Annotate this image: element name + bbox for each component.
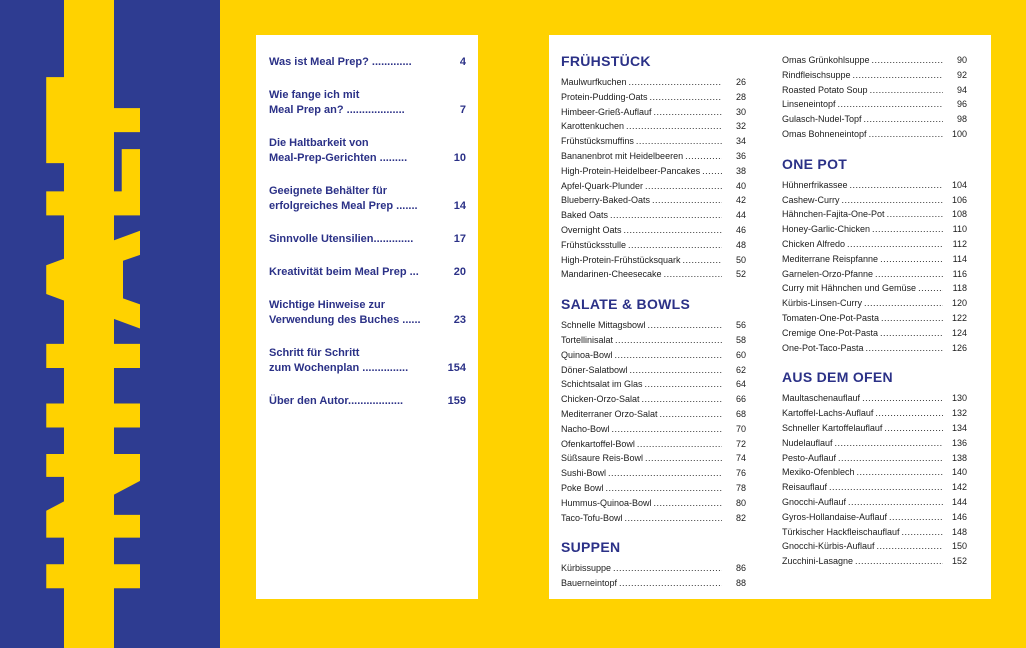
recipe-entry[interactable] (561, 193, 746, 208)
recipe-page: 120 (951, 298, 967, 309)
recipe-title: Karottenkuchen (561, 121, 625, 132)
recipe-page: 100 (951, 128, 967, 139)
recipe-entry[interactable] (782, 421, 967, 436)
recipe-entry[interactable] (561, 392, 746, 407)
recipe-title: Curry mit Hähnchen und Gemüse (782, 283, 917, 294)
dot-leader (630, 363, 722, 378)
recipe-page: 60 (735, 349, 746, 360)
recipe-page: 152 (951, 556, 967, 567)
recipe-page: 140 (951, 467, 967, 478)
dot-leader (648, 318, 722, 333)
dot-leader (628, 238, 722, 253)
dot-leader (918, 281, 943, 296)
recipe-entry[interactable] (561, 576, 746, 591)
dot-leader (857, 465, 943, 480)
recipe-title: Ofenkartoffel-Bowl (561, 438, 635, 449)
dot-leader (613, 561, 722, 576)
section-title: SALATE & BOWLS (561, 296, 691, 313)
dot-leader (645, 179, 722, 194)
recipe-entry[interactable] (561, 496, 746, 511)
recipe-entry[interactable] (782, 53, 967, 68)
dot-leader (636, 134, 722, 149)
recipe-title: Honey-Garlic-Chicken (782, 224, 871, 235)
recipe-page: 112 (952, 238, 967, 249)
dot-leader (887, 207, 943, 222)
entry-title: Über den Autor.................. (269, 395, 404, 407)
recipe-entry[interactable] (561, 377, 746, 392)
recipe-title: Omas Grünkohlsuppe (782, 55, 870, 65)
recipe-page: 62 (735, 364, 746, 375)
recipe-page: 82 (735, 512, 746, 523)
recipe-page: 96 (956, 99, 967, 110)
recipe-page: 66 (735, 394, 746, 405)
recipe-entry[interactable] (782, 326, 967, 341)
recipe-page: 58 (735, 334, 746, 345)
intro-entry[interactable] (269, 394, 466, 409)
recipe-title: Gyros-Hollandaise-Auflauf (782, 511, 888, 522)
vertical-title: INHALT (22, 73, 171, 600)
recipe-title: Schichtsalat im Glas (561, 379, 643, 390)
recipe-page: 48 (735, 239, 746, 250)
dot-leader (848, 495, 943, 510)
dot-leader (645, 377, 722, 392)
recipe-title: Cremige One-Pot-Pasta (782, 327, 879, 338)
recipe-entry[interactable] (782, 178, 967, 193)
recipe-page: 90 (956, 55, 967, 65)
section-salate (561, 296, 746, 525)
section-title: SUPPEN (561, 539, 621, 556)
entry-page: 20 (453, 266, 466, 278)
recipe-page: 118 (952, 283, 967, 294)
recipe-title: Roasted Potato Soup (782, 84, 868, 95)
recipe-page: 126 (951, 342, 967, 353)
entry-page: 14 (453, 200, 466, 212)
recipe-title: Cashew-Curry (782, 194, 840, 205)
entry-title: Sinnvolle Utensilien............. (269, 233, 414, 245)
dot-leader (625, 511, 722, 526)
recipe-title: Frühstücksstulle (561, 239, 627, 250)
recipe-entry[interactable] (782, 525, 967, 540)
dot-leader (650, 90, 722, 105)
dot-leader (862, 391, 943, 406)
recipe-entry[interactable] (782, 465, 967, 480)
section-rows (782, 53, 967, 142)
recipe-title: Maulwurfkuchen (561, 77, 627, 87)
dot-leader (881, 311, 943, 326)
dot-leader (702, 164, 722, 179)
recipe-entry[interactable] (561, 561, 746, 576)
recipe-page: 98 (956, 114, 967, 125)
recipe-page: 130 (951, 393, 967, 404)
recipe-title: Hühnerfrikassee (782, 179, 848, 190)
recipe-title: Gnocchi-Auflauf (782, 496, 847, 507)
recipe-title: Döner-Salatbowl (561, 364, 628, 375)
recipe-page: 94 (956, 84, 967, 95)
dot-leader (629, 75, 722, 90)
recipe-page: 134 (951, 422, 967, 433)
recipe-page: 44 (735, 210, 746, 221)
recipe-title: Schneller Kartoffelauflauf (782, 422, 883, 433)
dot-leader (880, 326, 943, 341)
dot-leader (838, 451, 943, 466)
dot-leader (610, 208, 722, 223)
recipe-page: 42 (735, 195, 746, 206)
dot-leader (664, 267, 722, 282)
recipe-page: 28 (735, 91, 746, 102)
recipe-entry[interactable] (561, 208, 746, 223)
recipe-title: Himbeer-Grieß-Auflauf (561, 106, 652, 117)
recipe-title: Baked Oats (561, 210, 609, 221)
recipe-entry[interactable] (561, 481, 746, 496)
recipe-page: 46 (735, 224, 746, 235)
dot-leader (626, 119, 722, 134)
recipe-title: Schnelle Mittagsbowl (561, 320, 646, 331)
entry-title: Wie fange ich mit Meal Prep an? ................... (269, 89, 405, 116)
intro-entry[interactable] (269, 232, 466, 247)
entry-page: 23 (453, 314, 466, 326)
section-rows (561, 561, 746, 591)
recipe-page: 138 (951, 452, 967, 463)
recipe-entry[interactable] (782, 267, 967, 282)
recipe-title: Bauerneintopf (561, 578, 618, 589)
recipe-entry[interactable] (561, 267, 746, 282)
section-suppen (561, 539, 746, 591)
dot-leader (683, 253, 722, 268)
dot-leader (889, 510, 943, 525)
recipe-title: Hähnchen-Fajita-One-Pot (782, 209, 885, 220)
recipe-page: 122 (951, 312, 967, 323)
entry-title: Was ist Meal Prep? ............. (269, 56, 412, 68)
section-rows (782, 178, 967, 356)
recipe-page: 106 (951, 194, 967, 205)
recipe-entry[interactable] (782, 480, 967, 495)
recipe-entry[interactable] (561, 253, 746, 268)
recipe-title: Sushi-Bowl (561, 468, 607, 479)
recipe-title: Gnocchi-Kürbis-Auflauf (782, 541, 875, 552)
dot-leader (877, 539, 943, 554)
recipe-entry[interactable] (782, 554, 967, 569)
recipe-page: 142 (951, 482, 967, 493)
recipe-title: Nudelauflauf (782, 437, 833, 448)
recipe-page: 78 (735, 482, 746, 493)
recipe-page: 70 (735, 423, 746, 434)
recipe-title: Maultaschenauflauf (782, 393, 861, 404)
recipe-page: 110 (952, 224, 967, 235)
entry-page: 10 (453, 152, 466, 164)
recipe-title: Bananenbrot mit Heidelbeeren (561, 150, 684, 161)
section-title: AUS DEM OFEN (782, 369, 893, 386)
entry-page: 4 (459, 56, 466, 68)
recipe-entry[interactable] (782, 237, 967, 252)
recipe-entry[interactable] (561, 238, 746, 253)
recipe-page: 86 (735, 563, 746, 574)
recipe-page: 68 (735, 408, 746, 419)
recipe-entry[interactable] (782, 341, 967, 356)
recipe-page: 52 (735, 269, 746, 280)
recipe-page: 104 (951, 179, 967, 190)
dot-leader (612, 422, 722, 437)
recipe-title: Rindfleischsuppe (782, 69, 851, 80)
recipe-title: Omas Bohneneintopf (782, 128, 867, 139)
recipe-page: 80 (735, 497, 746, 508)
section-one-pot (782, 156, 967, 356)
recipe-entry[interactable] (782, 539, 967, 554)
recipe-entry[interactable] (782, 451, 967, 466)
dot-leader (654, 496, 722, 511)
recipe-page: 64 (735, 379, 746, 390)
recipe-page: 32 (735, 121, 746, 132)
recipe-page: 76 (735, 468, 746, 479)
recipe-page: 150 (951, 541, 967, 552)
recipe-page: 116 (952, 268, 967, 279)
recipe-page: 72 (735, 438, 746, 449)
recipe-title: Pesto-Auflauf (782, 452, 837, 463)
recipe-title: Apfel-Quark-Plunder (561, 180, 644, 191)
recipe-contents-card (549, 35, 991, 599)
entry-page: 7 (459, 104, 466, 116)
dot-leader (864, 112, 943, 127)
dot-leader (875, 406, 943, 421)
dot-leader (642, 392, 722, 407)
recipe-title: Protein-Pudding-Oats (561, 91, 648, 102)
intro-entry-list (269, 55, 466, 427)
recipe-entry[interactable] (782, 252, 967, 267)
recipe-title: Mexiko-Ofenblech (782, 467, 855, 478)
recipe-entry[interactable] (561, 105, 746, 120)
recipe-entry[interactable] (561, 437, 746, 452)
recipe-entry[interactable] (782, 406, 967, 421)
recipe-title: Gulasch-Nudel-Topf (782, 114, 862, 125)
recipe-page: 74 (735, 453, 746, 464)
recipe-page: 26 (735, 77, 746, 87)
recipe-entry[interactable] (782, 207, 967, 222)
contents-column-2 (782, 53, 967, 583)
recipe-title: Quinoa-Bowl (561, 349, 613, 360)
recipe-entry[interactable] (561, 451, 746, 466)
recipe-title: Türkischer Hackfleischauflauf (782, 526, 900, 537)
dot-leader (838, 97, 943, 112)
recipe-entry[interactable] (561, 75, 746, 90)
contents-column-1 (561, 53, 746, 605)
recipe-title: One-Pot-Taco-Pasta (782, 342, 864, 353)
recipe-entry[interactable] (561, 422, 746, 437)
section-ofen (782, 369, 967, 569)
recipe-title: Nacho-Bowl (561, 423, 610, 434)
dot-leader (835, 436, 943, 451)
recipe-entry[interactable] (561, 90, 746, 105)
dot-leader (902, 525, 943, 540)
dot-leader (660, 407, 722, 422)
dot-leader (615, 348, 722, 363)
recipe-entry[interactable] (561, 223, 746, 238)
section-title: ONE POT (782, 155, 848, 172)
dot-leader (880, 252, 943, 267)
dot-leader (855, 554, 943, 569)
dot-leader (637, 437, 722, 452)
recipe-title: Hummus-Quinoa-Bowl (561, 497, 652, 508)
entry-page: 17 (453, 233, 466, 245)
recipe-entry[interactable] (561, 149, 746, 164)
recipe-page: 124 (951, 327, 967, 338)
recipe-page: 144 (951, 496, 967, 507)
dot-leader (606, 481, 722, 496)
recipe-page: 108 (951, 209, 967, 220)
recipe-page: 30 (735, 106, 746, 117)
entry-title: Die Haltbarkeit von Meal-Prep-Gerichten ......... (269, 137, 408, 164)
recipe-page: 136 (951, 437, 967, 448)
section-suppen-cont (782, 53, 967, 142)
recipe-page: 34 (735, 136, 746, 147)
section-title: FRÜHSTÜCK (561, 53, 651, 69)
recipe-entry[interactable] (782, 83, 967, 98)
dot-leader (608, 466, 722, 481)
section-rows (561, 318, 746, 525)
recipe-title: Chicken-Orzo-Salat (561, 394, 640, 405)
recipe-page: 56 (735, 320, 746, 331)
recipe-entry[interactable] (561, 348, 746, 363)
recipe-entry[interactable] (782, 68, 967, 83)
recipe-entry[interactable] (782, 495, 967, 510)
dot-leader (853, 68, 943, 83)
recipe-entry[interactable] (782, 296, 967, 311)
recipe-title: Garnelen-Orzo-Pfanne (782, 268, 874, 279)
recipe-title: Reisauflauf (782, 482, 828, 493)
recipe-entry[interactable] (782, 193, 967, 208)
entry-page: 154 (447, 362, 466, 374)
dot-leader (654, 105, 722, 120)
recipe-title: Poke Bowl (561, 482, 604, 493)
recipe-title: Linseneintopf (782, 99, 836, 110)
recipe-page: 132 (951, 408, 967, 419)
recipe-entry[interactable] (782, 510, 967, 525)
recipe-title: Kürbis-Linsen-Curry (782, 298, 863, 309)
recipe-title: Kartoffel-Lachs-Auflauf (782, 408, 874, 419)
recipe-page: 146 (951, 511, 967, 522)
recipe-entry[interactable] (561, 119, 746, 134)
dot-leader (685, 149, 722, 164)
recipe-page: 114 (952, 253, 967, 264)
recipe-title: Frühstücksmuffins (561, 136, 634, 147)
dot-leader (875, 267, 943, 282)
intro-entry[interactable] (269, 88, 466, 118)
recipe-title: Mandarinen-Cheesecake (561, 269, 662, 280)
recipe-title: Blueberry-Baked-Oats (561, 195, 651, 206)
section-rows (782, 391, 967, 569)
intro-entry[interactable] (269, 136, 466, 166)
section-fruehstueck (561, 53, 746, 282)
recipe-entry[interactable] (561, 318, 746, 333)
recipe-page: 40 (735, 180, 746, 191)
recipe-page: 92 (956, 69, 967, 80)
recipe-title: High-Protein-Frühstücksquark (561, 254, 681, 265)
entry-title: Geeignete Behälter für erfolgreiches Meal Prep ....... (269, 185, 418, 212)
dot-leader (645, 451, 722, 466)
recipe-entry[interactable] (561, 407, 746, 422)
recipe-entry[interactable] (782, 281, 967, 296)
dot-leader (842, 193, 943, 208)
dot-leader (624, 223, 722, 238)
recipe-page: 148 (951, 526, 967, 537)
recipe-entry[interactable] (561, 363, 746, 378)
recipe-page: 36 (735, 150, 746, 161)
recipe-entry[interactable] (782, 127, 967, 142)
intro-contents-card (256, 35, 478, 599)
recipe-page: 50 (735, 254, 746, 265)
recipe-page: 38 (735, 165, 746, 176)
recipe-entry[interactable] (561, 164, 746, 179)
dot-leader (829, 480, 943, 495)
recipe-title: Chicken Alfredo (782, 238, 846, 249)
recipe-entry[interactable] (782, 436, 967, 451)
recipe-entry[interactable] (782, 391, 967, 406)
recipe-entry[interactable] (561, 179, 746, 194)
dot-leader (864, 296, 943, 311)
recipe-entry[interactable] (561, 134, 746, 149)
recipe-title: Taco-Tofu-Bowl (561, 512, 623, 523)
recipe-entry[interactable] (782, 112, 967, 127)
intro-entry[interactable] (269, 184, 466, 214)
entry-title: Wichtige Hinweise zur Verwendung des Buches ...... (269, 299, 421, 326)
intro-entry[interactable] (269, 346, 466, 376)
dot-leader (652, 193, 722, 208)
dot-leader (615, 333, 722, 348)
recipe-entry[interactable] (782, 311, 967, 326)
recipe-title: High-Protein-Heidelbeer-Pancakes (561, 165, 701, 176)
dot-leader (847, 237, 943, 252)
intro-entry[interactable] (269, 298, 466, 328)
section-rows (561, 75, 746, 282)
entry-title: Kreativität beim Meal Prep ... (269, 266, 419, 278)
recipe-title: Süßsaure Reis-Bowl (561, 453, 644, 464)
recipe-page: 88 (735, 578, 746, 589)
dot-leader (850, 178, 943, 193)
dot-leader (869, 127, 943, 142)
recipe-title: Overnight Oats (561, 224, 622, 235)
dot-leader (619, 576, 722, 591)
entry-title: Schritt für Schritt zum Wochenplan ............... (269, 347, 409, 374)
recipe-title: Mediterrane Reispfanne (782, 253, 879, 264)
recipe-entry[interactable] (782, 222, 967, 237)
dot-leader (872, 222, 943, 237)
recipe-title: Zucchini-Lasagne (782, 556, 854, 567)
dot-leader (870, 83, 943, 98)
recipe-entry[interactable] (561, 466, 746, 481)
intro-entry[interactable] (269, 265, 466, 280)
intro-entry[interactable] (269, 55, 466, 70)
dot-leader (884, 421, 943, 436)
recipe-title: Tortellinisalat (561, 334, 614, 345)
recipe-title: Mediterraner Orzo-Salat (561, 408, 658, 419)
recipe-title: Kürbissuppe (561, 563, 612, 574)
entry-page: 159 (447, 395, 466, 407)
dot-leader (866, 341, 943, 356)
recipe-entry[interactable] (782, 97, 967, 112)
recipe-entry[interactable] (561, 511, 746, 526)
recipe-entry[interactable] (561, 333, 746, 348)
recipe-title: Tomaten-One-Pot-Pasta (782, 312, 880, 323)
dot-leader (872, 53, 943, 68)
